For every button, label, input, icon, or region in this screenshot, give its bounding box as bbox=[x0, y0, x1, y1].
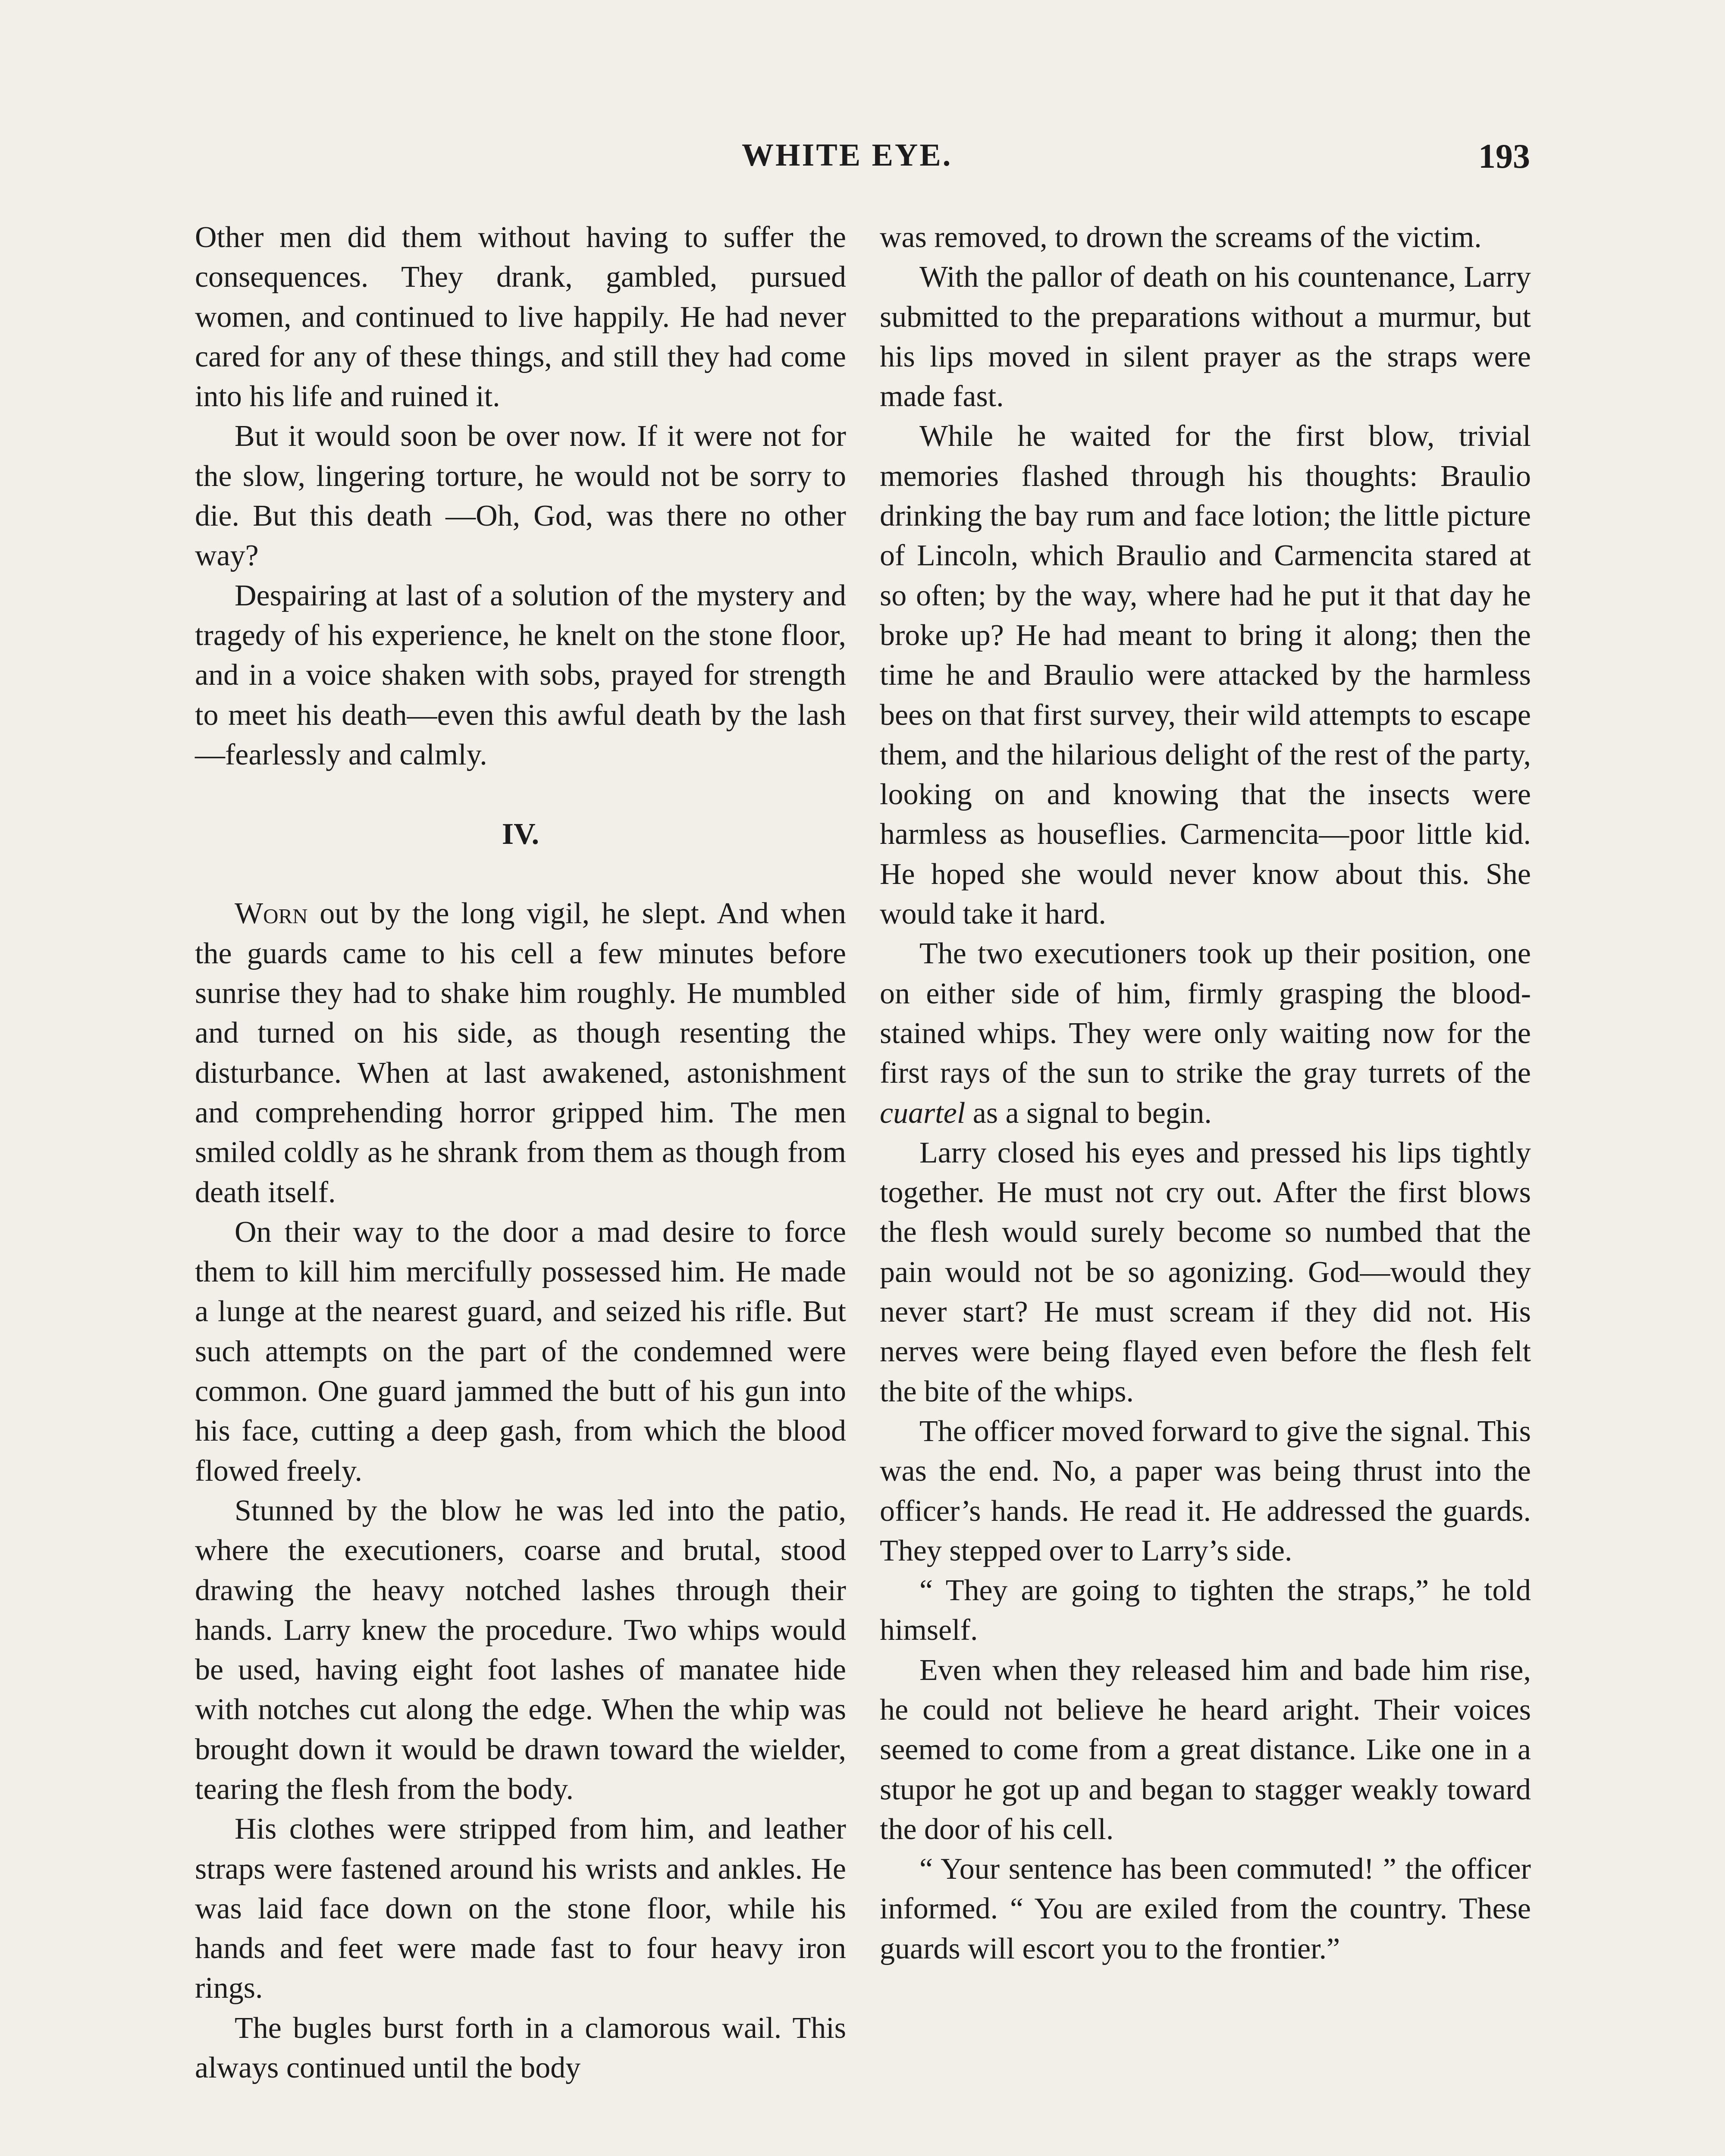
paragraph: “ Your sentence has been commuted! ” the officer informed. “ You are exiled from the country. These guards will escort you to the frontier.” bbox=[880, 1852, 1531, 1965]
paragraph: Larry closed his eyes and pressed his lips tightly together. He must not cry out. After the first blows the flesh would surely become so numbed that the pain would not be so agonizing. God—would they never start? He must scream if they did not. His nerves were being flayed even before the flesh felt the bite of the whips. bbox=[880, 1136, 1531, 1408]
paragraph: His clothes were stripped from him, and leather straps were fastened around his wrists and ankles. He was laid face down on the stone floor, while his hands and feet were made fast to four heavy iron rings. bbox=[195, 1812, 846, 2005]
section-heading: IV. bbox=[502, 818, 539, 851]
paragraph bbox=[880, 934, 1531, 1133]
paragraph: Despairing at last of a solution of the mystery and tragedy of his experience, he knelt on the stone floor, and in a voice shaken with sobs, prayed for strength to meet his death—even this awful death by the lash—fearlessly and calmly. bbox=[195, 579, 846, 771]
paragraph: Even when they released him and bade him rise, he could not believe he heard aright. Their voices seemed to come from a great distance. Like one in a stupor he got up and began to stagger weakly toward the door of his cell. bbox=[880, 1653, 1531, 1846]
paragraph: was removed, to drown the screams of the victim. bbox=[880, 221, 1482, 254]
paragraph bbox=[195, 894, 846, 1212]
paragraph: With the pallor of death on his countenance, Larry submitted to the preparations without a murmur, but his lips moved in silent prayer as the straps were made fast. bbox=[880, 260, 1531, 414]
italic-term: cuartel bbox=[880, 1096, 966, 1130]
paragraph-text: The two executioners took up their position, one on either side of him, firmly grasping the blood-stained whips. They were only waiting now for the first rays of the sun to strike the gray turrets of the bbox=[880, 937, 1531, 1090]
right-column bbox=[880, 218, 1531, 1969]
drop-word: Worn bbox=[235, 897, 308, 931]
page-number: 193 bbox=[1478, 138, 1530, 175]
paragraph: “ They are going to tighten the straps,” he told himself. bbox=[880, 1574, 1531, 1647]
paragraph: Other men did them without having to suffer the consequences. They drank, gambled, pursued women, and continued to live happily. He had never cared for any of these things, and still they had come into his life and ruined it. bbox=[195, 221, 846, 414]
paragraph: The officer moved forward to give the signal. This was the end. No, a paper was being thrust into the officer’s hands. He read it. He addressed the guards. They stepped over to Larry’s side. bbox=[880, 1414, 1531, 1567]
left-column bbox=[195, 218, 846, 2088]
paragraph-text: out by the long vigil, he slept. And when the guards came to his cell a few minutes before sunrise they had to shake him roughly. He mumbled and turned on his side, as though resenting the disturbance. When at last awakened, astonishment and comprehending horror gripped him. The men smiled coldly as he shrank from them as though from death itself. bbox=[195, 897, 846, 1209]
paragraph-text: as a signal to begin. bbox=[965, 1096, 1212, 1130]
paragraph: But it would soon be over now. If it were not for the slow, lingering torture, he would not be sorry to die. But this death —Oh, God, was there no other way? bbox=[195, 420, 846, 573]
paragraph: The bugles burst forth in a clamorous wail. This always continued until the body bbox=[195, 2011, 846, 2085]
running-title: WHITE EYE. bbox=[742, 138, 953, 173]
paragraph: While he waited for the first blow, trivial memories flashed through his thoughts: Braulio drinking the bay rum and face lotion; the little picture of Lincoln, which Braulio and Carmencita stared at so often; by the way, where had he put it that day he broke up? He had meant to bring it along; then the time he and Braulio were attacked by the harmless bees on that first survey, their wild attempts to escape them, and the hilarious delight of the rest of the party, looking on and knowing that the insects were harmless as houseflies. Carmencita—poor little kid. He hoped she would never know about this. She would take it hard. bbox=[880, 420, 1531, 931]
paragraph: On their way to the door a mad desire to force them to kill him mercifully possessed him. He made a lunge at the nearest guard, and seized his rifle. But such attempts on the part of the condemned were common. One guard jammed the butt of his gun into his face, cutting a deep gash, from which the blood flowed freely. bbox=[195, 1215, 846, 1488]
paragraph: Stunned by the blow he was led into the patio, where the executioners, coarse and brutal, stood drawing the heavy notched lashes through their hands. Larry knew the procedure. Two whips would be used, having eight foot lashes of manatee hide with notches cut along the edge. When the whip was brought down it would be drawn toward the wielder, tearing the flesh from the body. bbox=[195, 1494, 846, 1806]
